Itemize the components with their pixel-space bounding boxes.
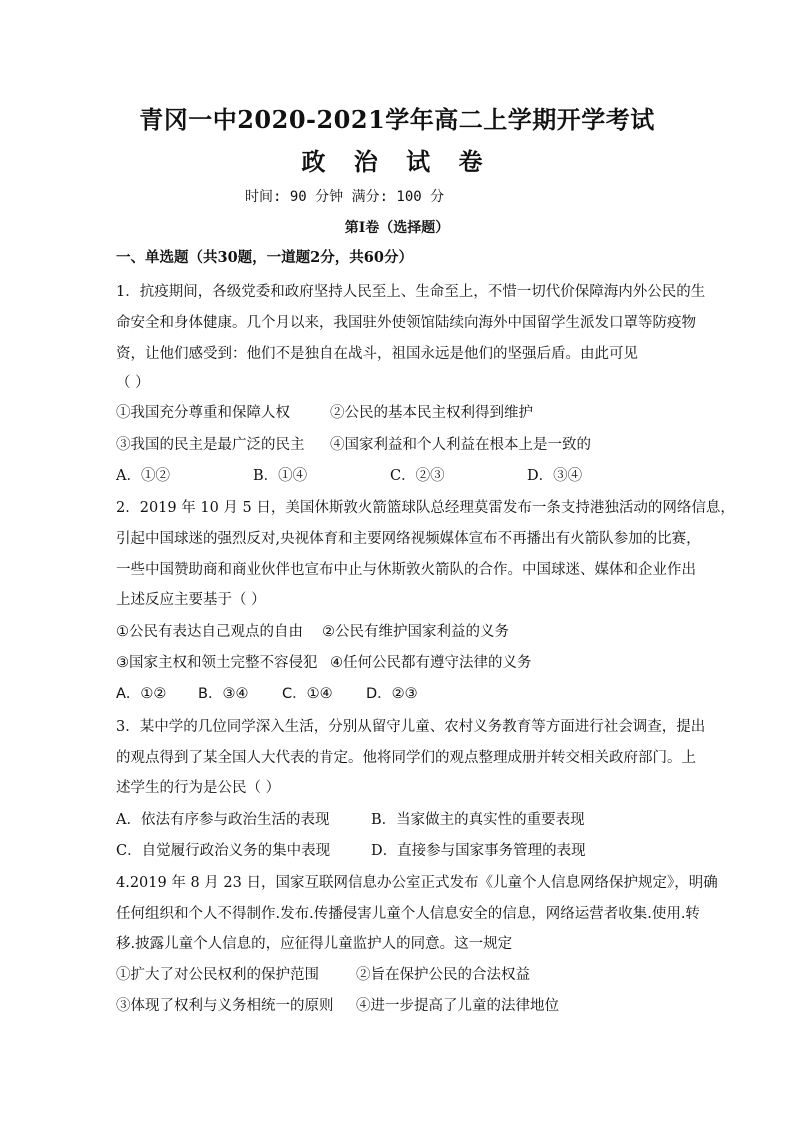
q4-item-3: ③体现了权利与义务相统一的原则 xyxy=(116,998,334,1014)
q4-stem-line: 移.披露儿童个人信息的，应征得儿童监护人的同意。这一规定 xyxy=(116,936,513,952)
q3-choice-d: D．直接参与国家事务管理的表现 xyxy=(371,843,586,859)
q1-item-2: ②公民的基本民主权利得到维护 xyxy=(330,405,533,421)
q1-item-1: ①我国充分尊重和保障人权 xyxy=(116,405,290,421)
q1-stem-line: 1．抗疫期间，各级党委和政府坚持人民至上、生命至上，不惜一切代价保障海内外公民的生 xyxy=(116,284,706,300)
q3-choice-b: B．当家做主的真实性的重要表现 xyxy=(371,812,585,828)
q1-choice-a: A．①② xyxy=(116,468,170,484)
q1-choice-d: D．③④ xyxy=(527,468,583,484)
section-heading: 一、单选题（共30题，一道题2分，共60分） xyxy=(116,249,413,266)
q1-stem-line: 资，让他们感受到：他们不是独自在战斗，祖国永远是他们的坚强后盾。由此可见 xyxy=(116,346,638,362)
q2-item-3: ③国家主权和领土完整不容侵犯 xyxy=(116,655,318,671)
q1-item-3: ③我国的民主是最广泛的民主 xyxy=(116,437,305,453)
q3-stem-line: 的观点得到了某全国人大代表的肯定。他将同学们的观点整理成册并转交相关政府部门。上 xyxy=(116,750,696,766)
q2-choice-b: B．③④ xyxy=(198,686,249,702)
q2-stem-line: 上述反应主要基于（ ） xyxy=(116,592,266,608)
q1-choice-b: B．①④ xyxy=(253,468,308,484)
q2-choice-d: D．②③ xyxy=(366,686,418,702)
q4-item-1: ①扩大了对公民权利的保护范围 xyxy=(116,967,319,983)
q2-choice-a: A．①② xyxy=(116,686,167,702)
exam-meta: 时间: 90 分钟 满分: 100 分 xyxy=(245,189,445,205)
q3-stem-line: 述学生的行为是公民（ ） xyxy=(116,780,281,796)
q2-item-4: ④任何公民都有遵守法律的义务 xyxy=(330,655,532,671)
q4-stem-line: 4.2019 年 8 月 23 日，国家互联网信息办公室正式发布《儿童个人信息网络保护规定》，明确 xyxy=(116,875,718,891)
exam-title: 青冈一中2020-2021学年高二上学期开学考试 xyxy=(139,105,655,134)
q2-stem-line: 引起中国球迷的强烈反对,央视体育和主要网络视频媒体宣布不再播出有火箭队参加的比赛， xyxy=(116,531,701,547)
q1-choice-c: C．②③ xyxy=(390,468,445,484)
q1-blank: （ ） xyxy=(116,375,150,391)
q3-choice-c: C．自觉履行政治义务的集中表现 xyxy=(116,843,331,859)
part-heading: 第Ⅰ卷（选择题） xyxy=(344,220,450,236)
q4-stem-line: 任何组织和个人不得制作.发布.传播侵害儿童个人信息安全的信息，网络运营者收集.使用.转 xyxy=(116,906,700,922)
q2-item-1: ①公民有表达自己观点的自由 xyxy=(116,624,303,640)
q2-stem-line: 一些中国赞助商和商业伙伴也宣布中止与休斯敦火箭队的合作。中国球迷、媒体和企业作出 xyxy=(116,562,696,578)
q3-stem-line: 3．某中学的几位同学深入生活，分别从留守儿童、农村义务教育等方面进行社会调查，提出 xyxy=(116,719,706,735)
exam-subtitle: 政 治 试 卷 xyxy=(301,147,493,176)
q2-choice-c: C．①④ xyxy=(282,686,333,702)
q3-choice-a: A．依法有序参与政治生活的表现 xyxy=(116,812,330,828)
q4-item-2: ②旨在保护公民的合法权益 xyxy=(356,967,530,983)
q4-item-4: ④进一步提高了儿童的法律地位 xyxy=(356,998,559,1014)
q1-item-4: ④国家利益和个人利益在根本上是一致的 xyxy=(330,437,591,453)
q2-item-2: ②公民有维护国家利益的义务 xyxy=(322,624,509,640)
q1-stem-line: 命安全和身体健康。几个月以来，我国驻外使领馆陆续向海外中国留学生派发口罩等防疫物 xyxy=(116,315,696,331)
q2-stem-line: 2．2019 年 10 月 5 日，美国休斯敦火箭篮球队总经理莫雷发布一条支持港独活动的网络信息， xyxy=(116,500,735,516)
